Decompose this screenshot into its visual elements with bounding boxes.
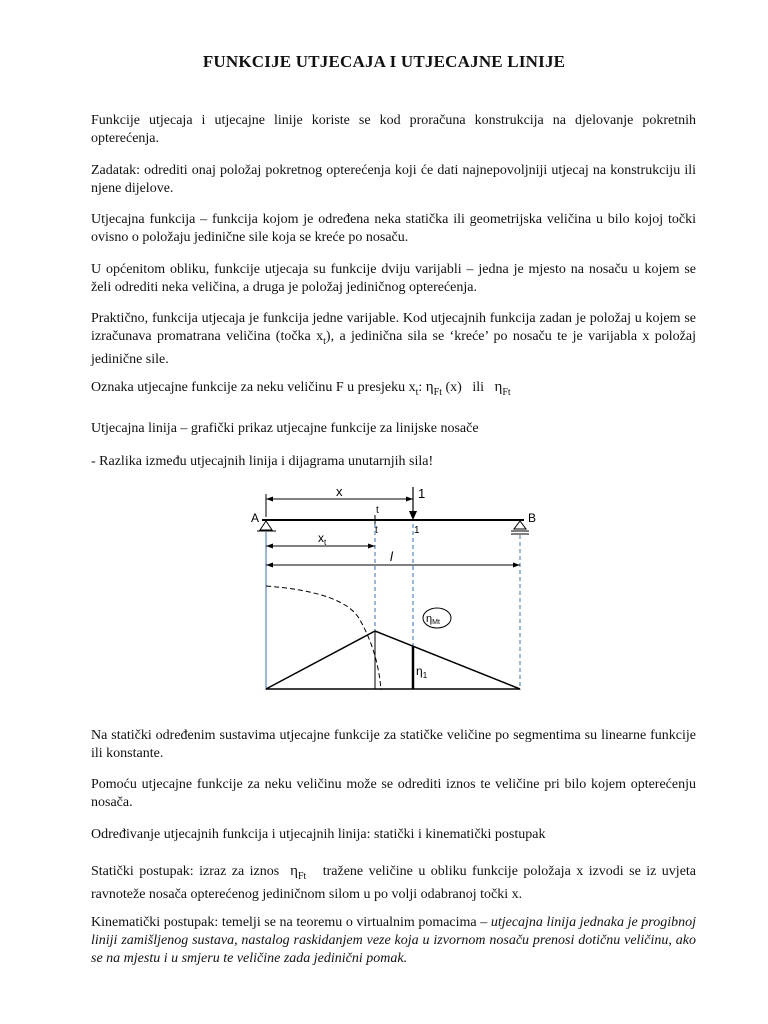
influence-line-right — [375, 631, 520, 689]
support-a — [257, 521, 276, 531]
paragraph-practical — [91, 310, 696, 369]
xt-arrow-right — [368, 544, 375, 549]
eta-symbol-3: η — [290, 863, 298, 879]
kinematic-method-part1: Kinematički postupak: temelji se na teoremu o virtualnim pomacima – — [91, 915, 491, 930]
eta-subscript-2: Ft — [502, 387, 511, 398]
paragraph-static-method — [91, 862, 696, 904]
influence-line-left — [266, 631, 375, 689]
paragraph-methods: Određivanje utjecajnih funkcija i utjecajnih linija: statički i kinematički postupak — [91, 827, 546, 842]
xt-arrow-left — [266, 544, 273, 549]
static-method-part2: tražene veličine u obliku funkcije položaja x izvodi se iz uvjeta ravnoteže nosača opterećenog jediničnom silom u po volji odabranoj točki x. — [91, 864, 697, 902]
section-t-bottom-label: t — [375, 525, 378, 536]
paragraph-difference: - Razlika između utjecajnih linija i dijagrama unutarnjih sila! — [91, 454, 434, 469]
paragraph-influence-function: Utjecajna funkcija – funkcija kojom je određena neka statička ili geometrijska veličina u bilo kojoj točki ovisno o položaju jedinične sile koja se kreće po nosaču. — [91, 212, 696, 245]
eta1-label: $\eta_1$ — [416, 664, 428, 680]
notation-subscript: t — [415, 387, 419, 398]
subscript-t: t — [323, 336, 326, 347]
or-text: ili — [472, 380, 484, 395]
influence-line-diagram — [240, 480, 550, 695]
section-t-top-label: t — [376, 505, 379, 516]
eta-symbol-2: η — [494, 379, 503, 395]
unit-force-label: 1 — [418, 486, 426, 501]
x-dimension-arrow-right — [406, 497, 413, 502]
paragraph-general-form: U općenitom obliku, funkcije utjecaja su funkcije dviju varijabli – jedna je mjesto na nosaču u kojem se želi odrediti neka veličina, a druga je položaj jediničnog opterećenja. — [91, 262, 696, 295]
notation-colon: : — [418, 380, 423, 395]
paragraph-task: Zadatak: odrediti onaj položaj pokretnog opterećenja koji će dati najnepovoljniji utjecaj na konstrukciju ili njene dijelove. — [91, 163, 696, 196]
x-dimension-arrow-left — [266, 497, 273, 502]
span-arrow-right — [513, 563, 520, 568]
deflection-curve — [266, 586, 381, 690]
span-label: l — [390, 549, 393, 564]
paragraph-influence-line: Utjecajna linija – grafički prikaz utjecajne funkcije za linijske nosače — [91, 421, 479, 436]
static-method-part1: Statički postupak: izraz za iznos — [91, 864, 280, 879]
paragraph-intro: Funkcije utjecaja i utjecajne linije koriste se kod proračuna konstrukcija na djelovanje pokretnih opterećenja. — [91, 113, 696, 146]
xt-label: $x_t$ — [318, 531, 327, 547]
paragraph-notation — [91, 378, 696, 402]
eta-argument: (x) — [445, 380, 462, 395]
paragraph-statically-determinate: Na statički određenim sustavima utjecajne funkcije za statičke veličine po segmentima su linearne funkcije ili konstante. — [91, 728, 696, 761]
unit-force-arrowhead — [409, 511, 417, 520]
page-title: FUNKCIJE UTJECAJA I UTJECAJNE LINIJE — [202, 52, 566, 71]
eta-subscript-3: Ft — [298, 871, 307, 882]
paragraph-practical-part2: ), a jedinična sila se ‘kreće’ po nosaču te je varijabla x položaj jedinične sile. — [91, 329, 696, 367]
paragraph-kinematic-method — [91, 914, 696, 968]
force-position-label: 1 — [414, 525, 420, 536]
x-label: x — [336, 484, 343, 499]
notation-text: Oznaka utjecajne funkcije za neku veličinu F u presjeku x — [91, 380, 416, 395]
paragraph-practical-part1: Praktično, funkcija utjecaja je funkcija jedne varijable. Kod utjecajnih funkcija zadan je položaj u kojem se izračunava promatrana veličina (točka x — [91, 311, 696, 344]
paragraph-any-load: Pomoću utjecajne funkcije za neku veličinu može se odrediti iznos te veličine pri bilo kojem opterećenju nosača. — [91, 777, 696, 810]
eta-mt-label: ηMt — [426, 613, 440, 626]
support-a-label: A — [251, 511, 260, 525]
kinematic-method-definition: utjecajna linija jednaka je progibnoj liniji zamišljenog sustava, nastalog raskidanjem veze koja u izvornom nosaču prenosi dotičnu veličinu, ako se na mjestu i u smjeru te veličine zada jedinični pomak. — [91, 915, 696, 966]
eta-symbol: η — [425, 379, 434, 395]
support-b — [511, 521, 529, 534]
span-arrow-left — [266, 563, 273, 568]
support-b-label: B — [528, 511, 537, 525]
eta-subscript: Ft — [433, 387, 442, 398]
